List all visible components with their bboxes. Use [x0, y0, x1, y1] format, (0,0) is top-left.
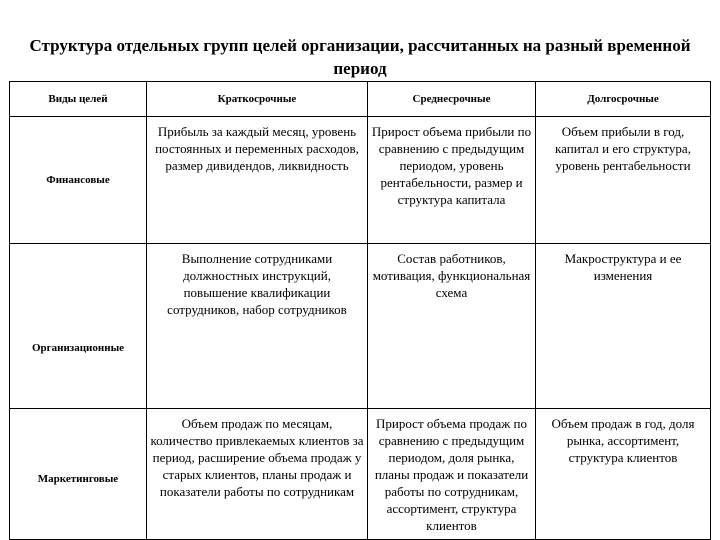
header-medium-term: Среднесрочные — [368, 82, 536, 117]
row-type-organizational: Организационные — [10, 244, 147, 409]
cell-short-term: Прибыль за каждый месяц, уровень постоянных и переменных расходов, размер дивидендов, ликвидность — [147, 117, 368, 244]
table-row — [10, 117, 711, 244]
row-type-marketing: Маркетинговые — [10, 409, 147, 540]
cell-medium-term: Состав работников, мотивация, функциональная схема — [368, 244, 536, 409]
page-title: Структура отдельных групп целей организации, рассчитанных на разный временной период — [29, 36, 691, 78]
header-goal-types: Виды целей — [10, 82, 147, 117]
header-short-term: Краткосрочные — [147, 82, 368, 117]
row-type-financial: Финансовые — [10, 117, 147, 244]
table-header-row — [10, 82, 711, 117]
table-row — [10, 409, 711, 540]
cell-short-term: Объем продаж по месяцам, количество привлекаемых клиентов за период, расширение объема продаж у старых клиентов, планы продаж и показатели работы по сотрудникам — [147, 409, 368, 540]
table-row — [10, 244, 711, 409]
cell-medium-term: Прирост объема прибыли по сравнению с предыдущим периодом, уровень рентабельности, размер и структура капитала — [368, 117, 536, 244]
cell-long-term: Макроструктура и ее изменения — [536, 244, 711, 409]
cell-long-term: Объем прибыли в год, капитал и его структура, уровень рентабельности — [536, 117, 711, 244]
cell-short-term: Выполнение сотрудниками должностных инструкций, повышение квалификации сотрудников, набор сотрудников — [147, 244, 368, 409]
goals-table — [9, 81, 711, 540]
cell-medium-term: Прирост объема продаж по сравнению с предыдущим периодом, доля рынка, планы продаж и показатели работы по сотрудникам, ассортимент, структура клиентов — [368, 409, 536, 540]
header-long-term: Долгосрочные — [536, 82, 711, 117]
cell-long-term: Объем продаж в год, доля рынка, ассортимент, структура клиентов — [536, 409, 711, 540]
